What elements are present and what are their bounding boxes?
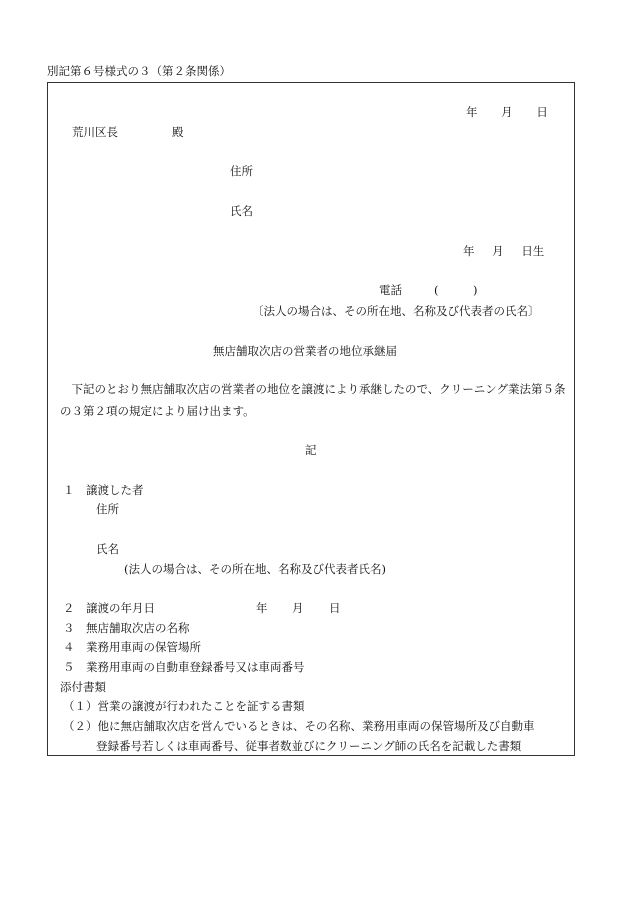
birth-date-line: [463, 246, 544, 258]
date-month-label: 月: [501, 105, 513, 119]
birth-day-label: 日生: [521, 244, 545, 258]
addressee-honorific: 殿: [172, 125, 184, 139]
item1-label: １ 譲渡した者: [63, 483, 144, 497]
item2-day-label: 日: [329, 601, 341, 615]
attachment-1: （１）営業の譲渡が行われたことを証する書類: [63, 699, 305, 713]
item2-label: ２ 譲渡の年月日: [63, 601, 155, 615]
ki-heading: 記: [305, 443, 317, 457]
addressee-name: 荒川区長: [72, 125, 118, 139]
date-line: [466, 107, 548, 119]
item3-label: ３ 無店舗取次店の名称: [63, 621, 190, 635]
item2-year-label: 年: [256, 601, 268, 615]
attachment-2-line1: （２）他に無店舗取次店を営んでいるときは、その名称、業務用車両の保管場所及び自動車: [63, 719, 535, 733]
attachments-heading: 添付書類: [60, 680, 106, 694]
birth-year-label: 年: [463, 244, 475, 258]
date-year-label: 年: [466, 105, 478, 119]
phone-label: 電話: [379, 283, 402, 297]
birth-month-label: 月: [492, 244, 504, 258]
date-day-label: 日: [536, 105, 548, 119]
item4-label: ４ 業務用車両の保管場所: [63, 640, 201, 654]
document-title: 無店舗取次店の営業者の地位承継届: [213, 344, 397, 358]
phone-parens: ( ): [434, 283, 478, 297]
item1-address-label: 住所: [96, 502, 119, 516]
item5-label: ５ 業務用車両の自動車登録番号又は車両番号: [63, 660, 305, 674]
item1-name-label: 氏名: [96, 542, 119, 556]
corporate-note: 〔法人の場合は、その所在地、名称及び代表者の氏名〕: [252, 304, 540, 318]
item2-month-label: 月: [292, 601, 304, 615]
form-number-label: 別記第６号様式の３（第２条関係）: [47, 64, 231, 78]
body-text: 下記のとおり無店舗取次店の営業者の地位を譲渡により承継したので、クリーニング業法第５条の３第２項の規定により届け出ます。: [60, 382, 566, 418]
applicant-name-label: 氏名: [230, 204, 253, 218]
attachment-2-line2: 登録番号若しくは車両番号、従事者数並びにクリーニング師の氏名を記載した書類: [96, 739, 522, 753]
body-paragraph: [60, 378, 568, 422]
item1-note: (法人の場合は、その所在地、名称及び代表者氏名): [124, 562, 386, 576]
applicant-address-label: 住所: [230, 164, 253, 178]
